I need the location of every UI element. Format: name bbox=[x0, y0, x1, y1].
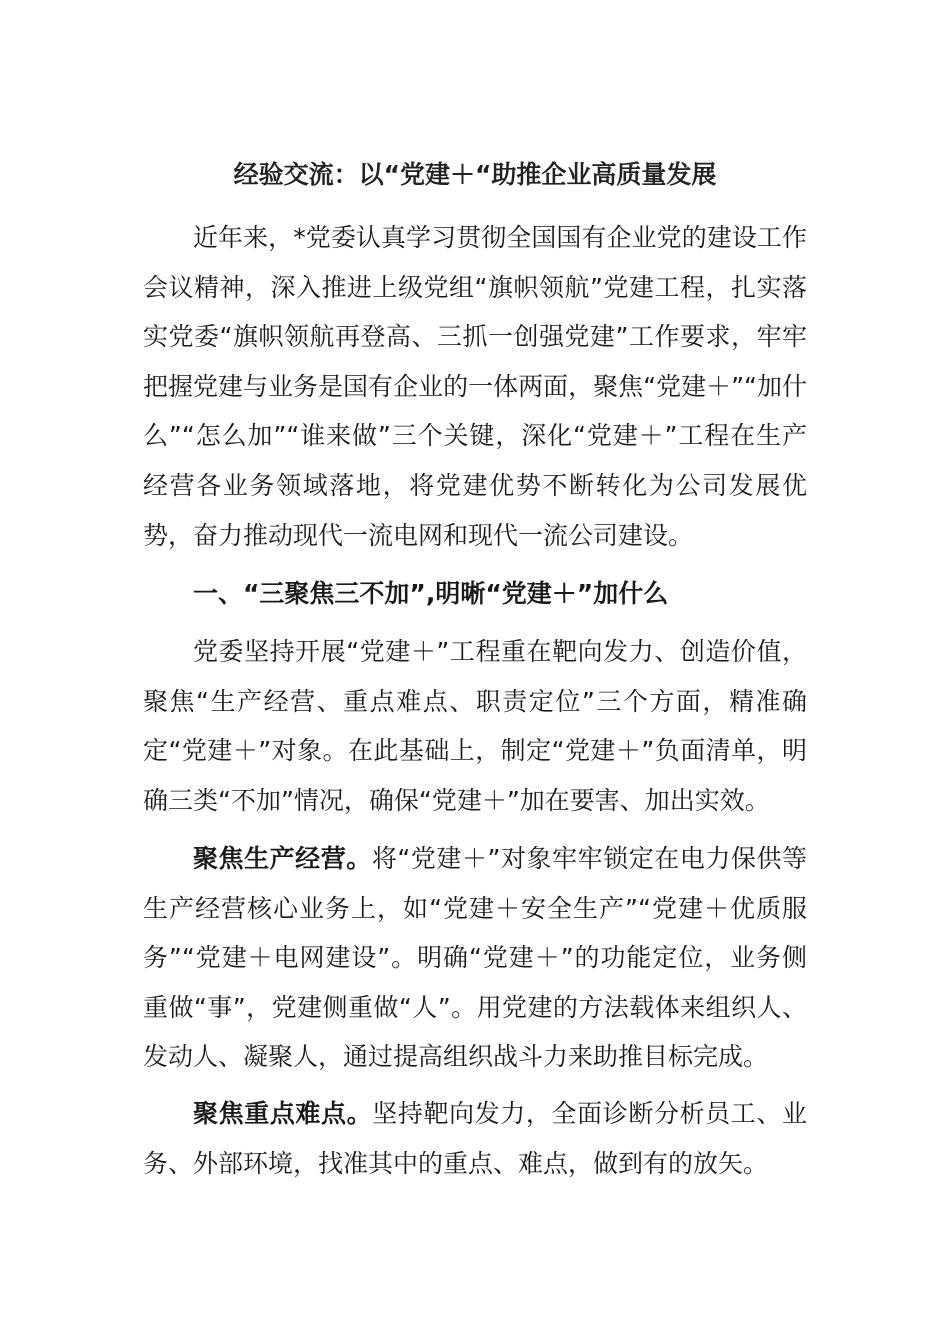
section-1-paragraph: 党委坚持开展“党建＋”工程重在靶向发力、创造价值，聚焦“生产经营、重点难点、职责定位”三个方面，精准确定“党建＋”对象。在此基础上，制定“党建＋”负面清单，明确三类“不加”情况，确保“党建＋”加在要害、加出实效。 bbox=[143, 637, 807, 815]
focus-production-paragraph bbox=[143, 834, 807, 1082]
focus-difficulties-text: 坚持靶向发力，全面诊断分析员工、业务、外部环境，找准其中的重点、难点，做到有的放矢。 bbox=[143, 1099, 807, 1178]
intro-paragraph: 近年来，*党委认真学习贯彻全国国有企业党的建设工作会议精神，深入推进上级党组“旗帜领航”党建工程，扎实落实党委“旗帜领航再登高、三抓一创强党建”工作要求，牢牢把握党建与业务是国有企业的一体两面，聚焦“党建＋”“加什么”“怎么加”“谁来做”三个关键，深化“党建＋”工程在生产经营各业务领域落地，将党建优势不断转化为公司发展优势，奋力推动现代一流电网和现代一流公司建设。 bbox=[143, 223, 807, 550]
section-1-heading: 一、“三聚焦三不加”,明晰“党建＋”加什么 bbox=[193, 579, 669, 608]
focus-difficulties-lead: 聚焦重点难点。 bbox=[193, 1099, 373, 1128]
focus-production-lead: 聚焦生产经营。 bbox=[193, 844, 372, 873]
focus-production-text: 将“党建＋”对象牢牢锁定在电力保供等生产经营核心业务上，如“党建＋安全生产”“党建＋优质服务”“党建＋电网建设”。明确“党建＋”的功能定位，业务侧重做“事”，党建侧重做“人”。用党建的方法载体来组织人、发动人、凝聚人，通过提高组织战斗力来助推目标完成。 bbox=[143, 844, 807, 1072]
focus-difficulties-paragraph bbox=[143, 1089, 807, 1188]
document-title: 经验交流：以“党建＋“助推企业高质量发展 bbox=[233, 160, 717, 189]
